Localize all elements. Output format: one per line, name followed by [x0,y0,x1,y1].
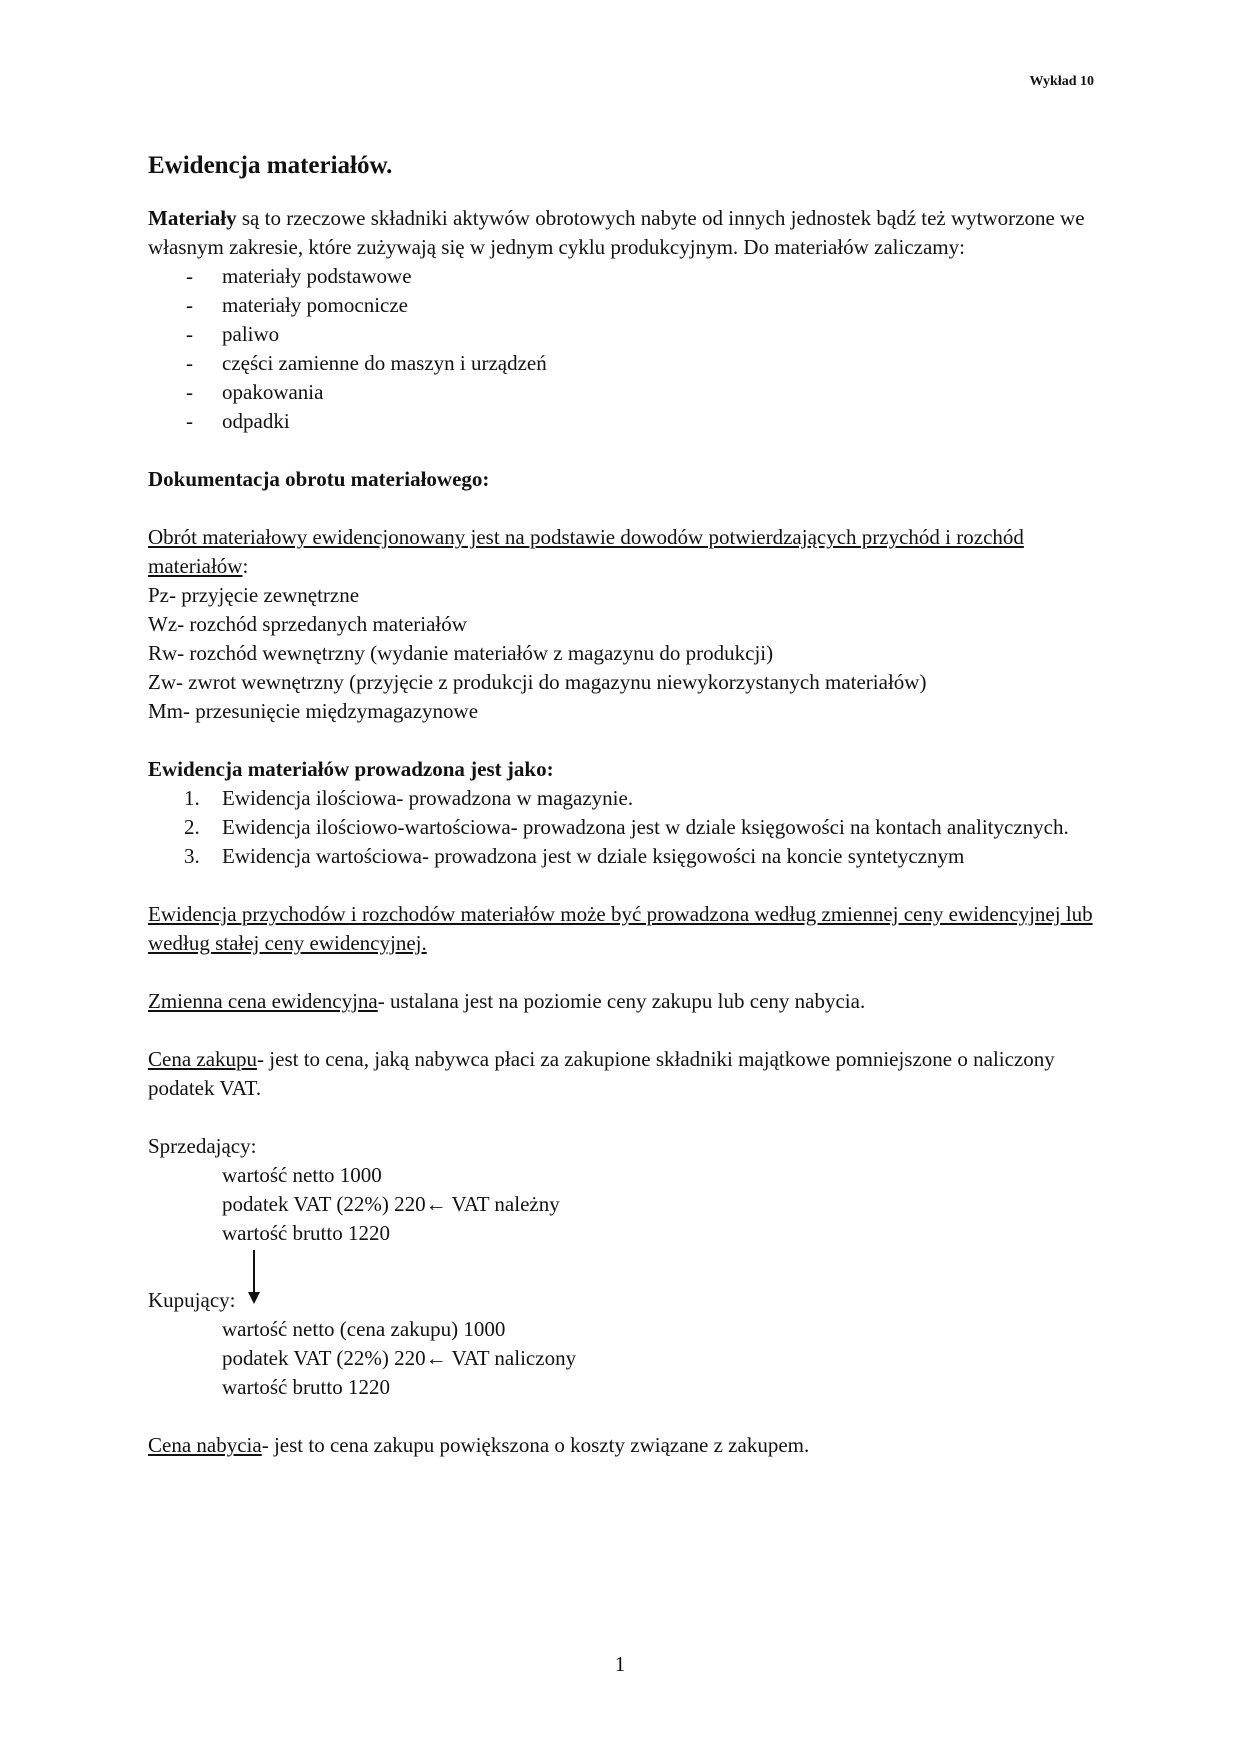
seller-label: Sprzedający: [148,1134,257,1158]
dash-bullet: - [186,380,193,404]
documentation-intro-underlined: Obrót materiałowy ewidencjonowany jest na podstawie dowodów potwierdzających przychód i rozchód materiałów [148,525,1024,578]
intro-paragraph [148,204,1098,262]
acquisition-price-text: - jest to cena zakupu powiększona o koszty związane z zakupem. [261,1433,810,1457]
seller-net-value: wartość netto 1000 [222,1163,382,1187]
dash-bullet: - [186,409,193,433]
acquisition-price-paragraph [148,1431,1098,1460]
intro-text: są to rzeczowe składniki aktywów obrotowych nabyte od innych jednostek bądź też wytworzone we własnym zakresie, które zużywają się w jednym cyklu produkcyjnym. Do materiałów zaliczamy: [148,206,1085,259]
dash-bullet: - [186,293,193,317]
arrow-down-icon [246,1248,262,1306]
list-item-text: Ewidencja ilościowa- prowadzona w magazynie. [222,786,634,810]
list-item [148,378,1098,407]
seller-gross-value: wartość brutto 1220 [222,1221,390,1245]
buyer-net-value: wartość netto (cena zakupu) 1000 [222,1317,506,1341]
list-item [148,349,1098,378]
records-heading: Ewidencja materiałów prowadzona jest jako: [148,757,554,781]
list-item-text: materiały podstawowe [222,264,412,288]
intro-term: Materiały [148,206,237,230]
dash-bullet: - [186,264,193,288]
list-item-text: odpadki [222,409,290,433]
list-item [148,407,1098,436]
list-item [148,842,1098,871]
buyer-label: Kupujący: [148,1288,236,1312]
dash-bullet: - [186,322,193,346]
document-type-zw: Zw- zwrot wewnętrzny (przyjęcie z produkcji do magazynu niewykorzystanych materiałów) [148,670,927,694]
list-item [148,320,1098,349]
buyer-vat: podatek VAT (22%) 220← VAT naliczony [222,1346,577,1370]
seller-vat: podatek VAT (22%) 220← VAT należny [222,1192,560,1216]
list-number: 3. [184,844,200,868]
list-item [148,291,1098,320]
purchase-price-term: Cena zakupu [148,1047,258,1071]
purchase-price-paragraph [148,1045,1098,1103]
documentation-heading: Dokumentacja obrotu materiałowego: [148,467,490,491]
list-item-text: paliwo [222,322,280,346]
buyer-gross-value: wartość brutto 1220 [222,1375,390,1399]
list-item [148,784,1098,813]
variable-price-text: - ustalana jest na poziomie ceny zakupu lub ceny nabycia. [377,989,866,1013]
document-type-mm: Mm- przesunięcie międzymagazynowe [148,699,479,723]
list-number: 2. [184,815,200,839]
list-item-text: materiały pomocnicze [222,293,408,317]
acquisition-price-term: Cena nabycia [148,1433,262,1457]
seller-to-buyer-arrow [148,1248,1098,1306]
variable-price-term: Zmienna cena ewidencyjna [148,989,378,1013]
list-number: 1. [184,786,200,810]
document-type-pz: Pz- przyjęcie zewnętrzne [148,583,360,607]
dash-bullet: - [186,351,193,375]
list-item [148,262,1098,291]
records-list [148,784,1098,871]
purchase-price-text: - jest to cena, jaką nabywca płaci za zakupione składniki majątkowe pomniejszone o naliczony podatek VAT. [148,1047,1055,1100]
list-item-text: Ewidencja ilościowo-wartościowa- prowadzona jest w dziale księgowości na kontach analitycznych. [222,815,1069,839]
documentation-intro [148,523,1098,581]
pricing-note: Ewidencja przychodów i rozchodów materiałów może być prowadzona według zmiennej ceny ewidencyjnej lub według stałej ceny ewidencyjnej. [148,902,1093,955]
material-types-list [148,262,1098,436]
document-type-wz: Wz- rozchód sprzedanych materiałów [148,612,467,636]
page-number: 1 [614,1652,626,1676]
page-title: Ewidencja materiałów. [148,152,393,179]
list-item [148,813,1098,842]
document-type-rw: Rw- rozchód wewnętrzny (wydanie materiałów z magazynu do produkcji) [148,641,774,665]
document-body [148,150,1098,1460]
variable-price-paragraph [148,987,1098,1016]
list-item-text: Ewidencja wartościowa- prowadzona jest w dziale księgowości na koncie syntetycznym [222,844,965,868]
list-item-text: części zamienne do maszyn i urządzeń [222,351,547,375]
list-item-text: opakowania [222,380,324,404]
lecture-header: Wykład 10 [1029,74,1094,89]
documentation-intro-tail: : [242,554,249,578]
